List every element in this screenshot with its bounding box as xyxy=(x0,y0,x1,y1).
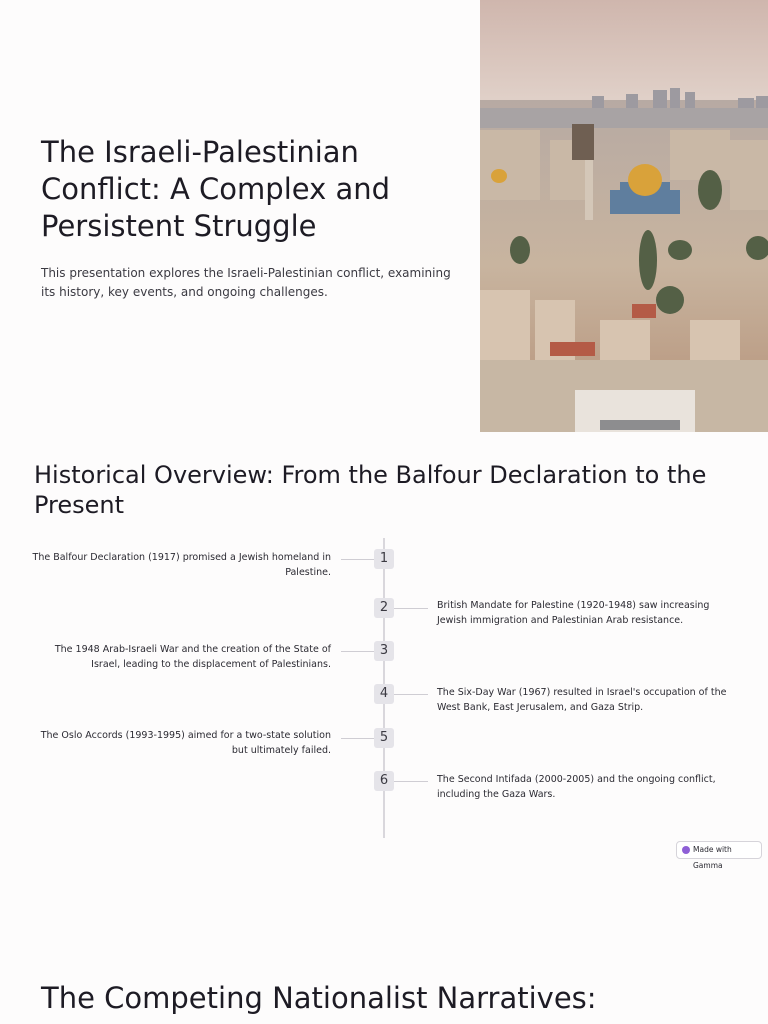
timeline-connector xyxy=(394,694,428,695)
slide-subtitle: This presentation explores the Israeli-Palestinian conflict, examining its history, key events, and ongoing challenges. xyxy=(41,266,451,299)
timeline-event: British Mandate for Palestine (1920-1948) saw increasing Jewish immigration and Palestinian Arab resistance. xyxy=(437,600,710,626)
timeline-connector xyxy=(394,608,428,609)
timeline-event: The Six-Day War (1967) resulted in Israel's occupation of the West Bank, East Jerusalem, and Gaza Strip. xyxy=(437,687,727,713)
slide-title: Historical Overview: From the Balfour Declaration to the Present xyxy=(34,461,707,519)
history-slide xyxy=(0,432,768,872)
timeline-connector xyxy=(394,781,428,782)
timeline-marker: 6 xyxy=(374,771,394,791)
timeline-event: The Oslo Accords (1993-1995) aimed for a two-state solution but ultimately failed. xyxy=(40,730,331,756)
slide-title: The Israeli-Palestinian Conflict: A Complex and Persistent Struggle xyxy=(41,135,391,243)
timeline-connector xyxy=(341,738,374,739)
timeline-marker: 5 xyxy=(374,728,394,748)
narratives-slide xyxy=(0,872,768,1024)
title-slide xyxy=(0,0,768,432)
timeline-event: The Balfour Declaration (1917) promised a Jewish homeland in Palestine. xyxy=(32,552,331,578)
timeline-marker: 2 xyxy=(374,598,394,618)
gamma-logo-icon xyxy=(682,846,690,854)
timeline-marker: 4 xyxy=(374,684,394,704)
jerusalem-cityscape-photo xyxy=(480,0,768,432)
timeline-event: The Second Intifada (2000-2005) and the ongoing conflict, including the Gaza Wars. xyxy=(437,774,716,800)
slide-title: The Competing Nationalist Narratives: xyxy=(41,981,597,1015)
made-with-gamma-badge[interactable] xyxy=(676,841,762,870)
timeline-connector xyxy=(341,651,374,652)
timeline-connector xyxy=(341,559,374,560)
timeline-marker: 1 xyxy=(374,549,394,569)
timeline-marker: 3 xyxy=(374,641,394,661)
badge-label: Made with Gamma xyxy=(693,845,732,870)
timeline-event: The 1948 Arab-Israeli War and the creation of the State of Israel, leading to the displacement of Palestinians. xyxy=(54,644,331,670)
